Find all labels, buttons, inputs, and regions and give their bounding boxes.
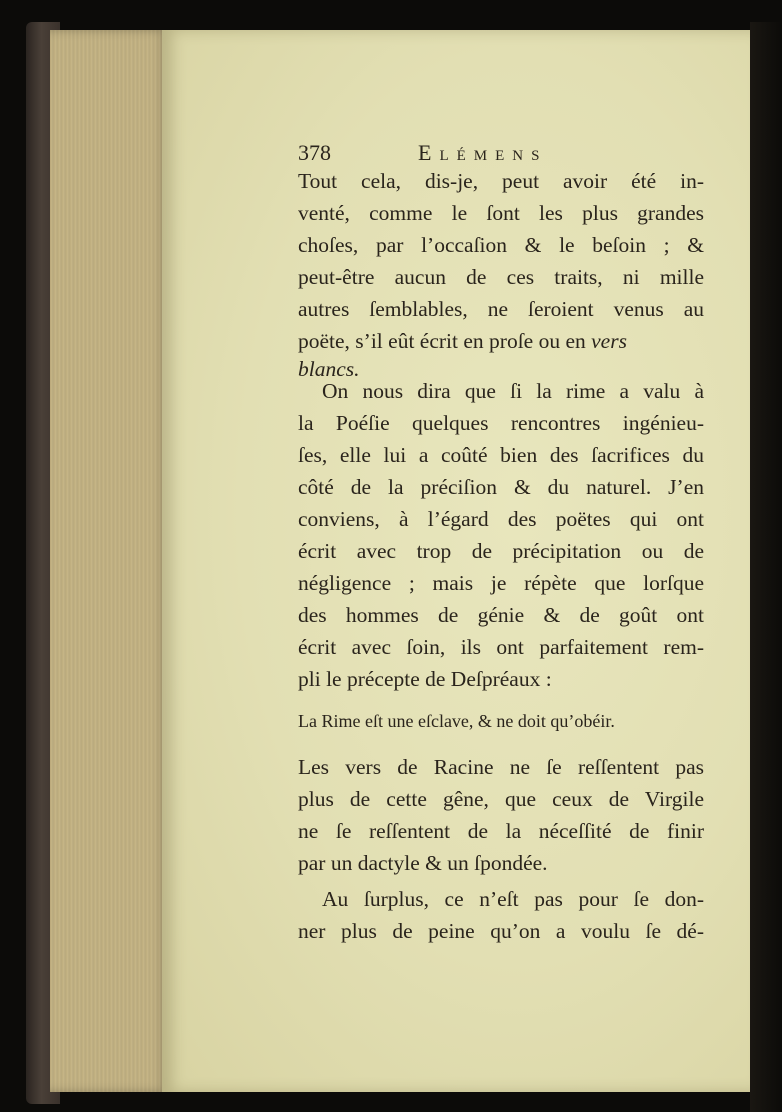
- text-line: écrit avec trop de précipitation ou de: [298, 539, 704, 563]
- text-line: conviens, à l’égard des poëtes qui ont: [298, 507, 704, 531]
- text-line: choſes, par l’occaſion & le beſoin ; &: [298, 233, 704, 257]
- text-span: poëte, s’il eût écrit en proſe ou en: [298, 329, 586, 353]
- page-number: 378: [298, 140, 331, 165]
- text-line: par un dactyle & un ſpondée.: [298, 851, 548, 875]
- text-line: écrit avec ſoin, ils ont parfaitement rem-: [298, 635, 704, 659]
- quoted-verse: La Rime eſt une eſclave, & ne doit qu’obéir.: [298, 711, 615, 731]
- text-line: côté de la préciſion & du naturel. J’en: [298, 475, 704, 499]
- page-stack-edge: [50, 30, 168, 1092]
- text-line: autres ſemblables, ne ſeroient venus au: [298, 297, 704, 321]
- running-head: Elémens: [418, 140, 548, 165]
- text-line: On nous dira que ſi la rime a valu à: [322, 379, 704, 403]
- text-line: venté, comme le ſont les plus grandes: [298, 201, 704, 225]
- text-line: négligence ; mais je répète que lorſque: [298, 571, 704, 595]
- text-line: Les vers de Racine ne ſe reſſentent pas: [298, 755, 704, 779]
- text-line: des hommes de génie & de goût ont: [298, 603, 704, 627]
- text-line: Tout cela, dis-je, peut avoir été in-: [298, 169, 704, 193]
- text-line: blancs.: [298, 357, 360, 381]
- text-line: ner plus de peine qu’on a voulu ſe dé-: [298, 919, 704, 943]
- page-header: [298, 140, 608, 166]
- text-line: peut-être aucun de ces traits, ni mille: [298, 265, 704, 289]
- text-line: Au ſurplus, ce n’eſt pas pour ſe don-: [322, 887, 704, 911]
- gutter-shadow: [750, 22, 782, 1112]
- text-line: plus de cette gêne, que ceux de Virgile: [298, 787, 704, 811]
- text-line: ne ſe reſſentent de la néceſſité de finir: [298, 819, 704, 843]
- text-line: la Poéſie quelques rencontres ingénieu-: [298, 411, 704, 435]
- text-line: ſes, elle lui a coûté bien des ſacrifices du: [298, 443, 704, 467]
- text-line: pli le précepte de Deſpréaux :: [298, 667, 552, 691]
- text-line: [298, 326, 704, 356]
- italic-term: vers: [591, 329, 627, 353]
